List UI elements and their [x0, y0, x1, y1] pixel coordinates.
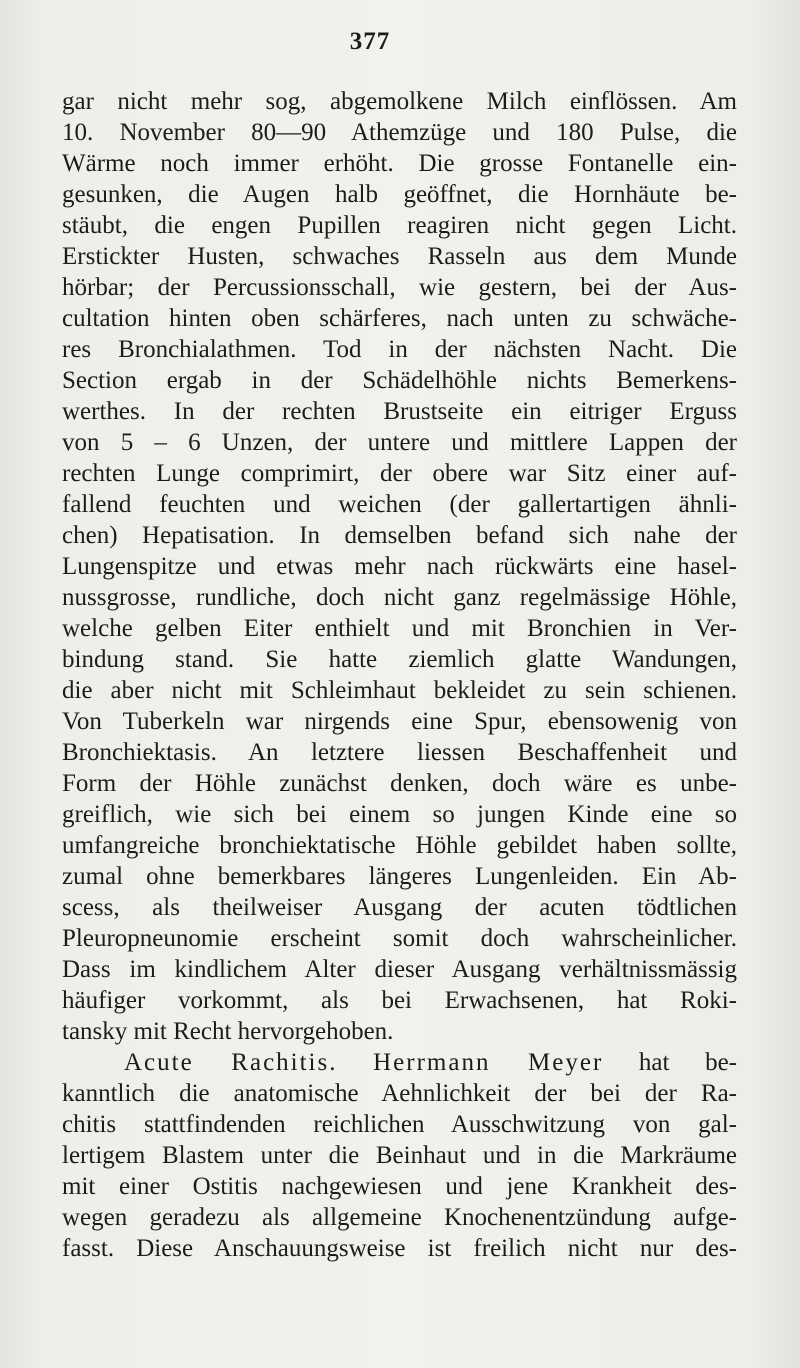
text-line: cultation hinten oben schärferes, nach unten zu schwäche-	[62, 305, 737, 332]
text-line: zumal ohne bemerkbares längeres Lungenleiden. Ein Ab-	[62, 863, 737, 890]
author-name: Herrmann Meyer	[373, 1049, 604, 1076]
text-line: nussgrosse, rundliche, doch nicht ganz regelmässige Höhle,	[62, 584, 737, 611]
text-line: chitis stattfindenden reichlichen Ausschwitzung von gal-	[62, 1111, 737, 1138]
text-line: werthes. In der rechten Brustseite ein eitriger Erguss	[62, 398, 737, 425]
text-line: bindung stand. Sie hatte ziemlich glatte Wandungen,	[62, 646, 737, 673]
text-line: Bronchiektasis. An letztere liessen Beschaffenheit und	[62, 739, 737, 766]
text-line: umfangreiche bronchiektatische Höhle gebildet haben sollte,	[62, 832, 737, 859]
text-line: Pleuropneunomie erscheint somit doch wahrscheinlicher.	[62, 925, 737, 952]
text-line: rechten Lunge comprimirt, der obere war Sitz einer auf-	[62, 460, 737, 487]
text-line: chen) Hepatisation. In demselben befand sich nahe der	[62, 522, 737, 549]
text-line: greiflich, wie sich bei einem so jungen Kinde eine so	[62, 801, 737, 828]
text-line: fallend feuchten und weichen (der gallertartigen ähnli-	[62, 491, 737, 518]
text-line: lertigem Blastem unter die Beinhaut und in die Markräume	[62, 1142, 737, 1169]
text-line: gesunken, die Augen halb geöffnet, die Hornhäute be-	[62, 181, 737, 208]
text-line: mit einer Ostitis nachgewiesen und jene Krankheit des-	[62, 1173, 737, 1200]
text-line: Section ergab in der Schädelhöhle nichts Bemerkens-	[62, 367, 737, 394]
text-line: hörbar; der Percussionsschall, wie gestern, bei der Aus-	[62, 274, 737, 301]
paragraph-heading-line	[62, 1047, 737, 1078]
text-line: scess, als theilweiser Ausgang der acuten tödtlichen	[62, 894, 737, 921]
section-heading: Acute Rachitis.	[124, 1049, 338, 1076]
page-number: 377	[349, 28, 391, 55]
text-line: Form der Höhle zunächst denken, doch wäre es unbe-	[62, 770, 737, 797]
text-line: häufiger vorkommt, als bei Erwachsenen, hat Roki-	[62, 987, 737, 1014]
text-line-paragraph-end: tansky mit Recht hervorgehoben.	[62, 1018, 394, 1045]
text-line: Dass im kindlichem Alter dieser Ausgang verhältnissmässig	[62, 956, 737, 983]
text-line: Wärme noch immer erhöht. Die grosse Fontanelle ein-	[62, 150, 737, 177]
text-line: Von Tuberkeln war nirgends eine Spur, ebensowenig von	[62, 708, 737, 735]
text-line: die aber nicht mit Schleimhaut bekleidet zu sein schienen.	[62, 677, 737, 704]
text-line: 10. November 80—90 Athemzüge und 180 Pulse, die	[62, 119, 737, 146]
heading-line-rest: hat be-	[638, 1049, 737, 1076]
text-line: Lungenspitze und etwas mehr nach rückwärts eine hasel-	[62, 553, 737, 580]
text-line: von 5 – 6 Unzen, der untere und mittlere Lappen der	[62, 429, 737, 456]
body-text	[62, 86, 737, 1264]
text-line: welche gelben Eiter enthielt und mit Bronchien in Ver-	[62, 615, 737, 642]
text-line: stäubt, die engen Pupillen reagiren nicht gegen Licht.	[62, 212, 737, 239]
text-line: gar nicht mehr sog, abgemolkene Milch einflössen. Am	[62, 88, 737, 115]
text-line: fasst. Diese Anschauungsweise ist freilich nicht nur des-	[62, 1235, 737, 1262]
text-line: Erstickter Husten, schwaches Rasseln aus dem Munde	[62, 243, 737, 270]
text-line: res Bronchialathmen. Tod in der nächsten Nacht. Die	[62, 336, 737, 363]
text-line: wegen geradezu als allgemeine Knochenentzündung aufge-	[62, 1204, 737, 1231]
text-line: kanntlich die anatomische Aehnlichkeit der bei der Ra-	[62, 1080, 737, 1107]
